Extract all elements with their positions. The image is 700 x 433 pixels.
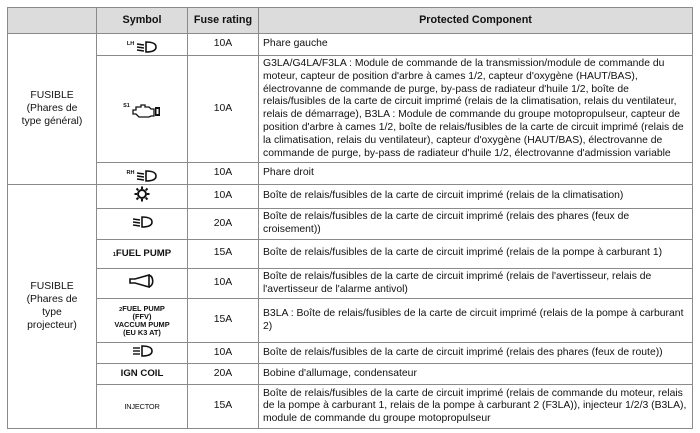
table-row <box>8 163 693 185</box>
symbol-cell <box>97 185 188 209</box>
protected-component: G3LA/G4LA/F3LA : Module de commande de la transmission/module de commande du moteur, capteur de position d'arbre à cames 1/2, capteur d'oxygène (HAUT/BAS), électrovanne de commande de purge, by-pass de radiateur d'huile 1/2, boîte de relais/fusibles de la carte de circuit imprimé (relais de la climatisation, relais du ventilateur, relais de démarrage), B3LA : Module de commande du groupe motopropulseur, capteur de position d'arbre à cames 1/2, boîte de relais/fusibles de la carte de circuit imprimé (relais de la climatisation, relais du ventilateur), capteur d'oxygène (HAUT/BAS), électrovanne de commande de purge, by-pass de radiateur d'huile 1/2, électrovanne d'admission variable <box>259 56 693 163</box>
header-symbol: Symbol <box>97 8 188 34</box>
table-row <box>8 268 693 299</box>
symbol-cell <box>97 239 188 268</box>
table-row <box>8 34 693 56</box>
headlamp-high-beam-icon <box>131 345 153 357</box>
table-header-row <box>8 8 693 34</box>
fuse-rating: 10A <box>188 34 259 56</box>
table-row <box>8 343 693 364</box>
protected-component: Phare gauche <box>259 34 693 56</box>
fuse-rating: 15A <box>188 385 259 429</box>
symbol-cell <box>97 364 188 385</box>
table-row <box>8 364 693 385</box>
symbol-cell <box>97 56 188 163</box>
table-row <box>8 209 693 240</box>
header-fuse-rating: Fuse rating <box>188 8 259 34</box>
fuse-rating: 10A <box>188 56 259 163</box>
symbol-cell <box>97 343 188 364</box>
fuse-rating: 10A <box>188 343 259 364</box>
ign-coil-label: IGN COIL <box>120 368 164 380</box>
injector-label: INJECTOR <box>124 401 160 411</box>
protected-component: Phare droit <box>259 163 693 185</box>
headlamp-low-beam-icon <box>131 216 153 228</box>
fuse-rating: 10A <box>188 268 259 299</box>
table-row <box>8 56 693 163</box>
table-row <box>8 185 693 209</box>
symbol-cell <box>97 163 188 185</box>
headlamp-low-beam-icon <box>135 170 157 182</box>
header-protected-component: Protected Component <box>259 8 693 34</box>
fuse-rating: 20A <box>188 364 259 385</box>
symbol-cell <box>97 268 188 299</box>
symbol-cell <box>97 385 188 429</box>
fuse-table <box>7 7 693 429</box>
protected-component: Boîte de relais/fusibles de la carte de circuit imprimé (relais des phares (feux de croisement)) <box>259 209 693 240</box>
header-group <box>8 8 97 34</box>
protected-component: Boîte de relais/fusibles de la carte de circuit imprimé (relais de la climatisation) <box>259 185 693 209</box>
symbol-cell <box>97 34 188 56</box>
fuse-rating: 10A <box>188 185 259 209</box>
protected-component: Bobine d'allumage, condensateur <box>259 364 693 385</box>
table-row <box>8 239 693 268</box>
fuse-rating: 15A <box>188 299 259 343</box>
table-row <box>8 385 693 429</box>
air-conditioning-icon <box>134 186 150 202</box>
protected-component: Boîte de relais/fusibles de la carte de circuit imprimé (relais des phares (feux de route)) <box>259 343 693 364</box>
fuel-pump-2-label: 2FUEL PUMP (FFV) VACCUM PUMP (EU K3 AT) <box>114 303 170 337</box>
protected-component: Boîte de relais/fusibles de la carte de circuit imprimé (relais de l'avertisseur, relais de l'avertisseur de l'alarme antivol) <box>259 268 693 299</box>
fuel-pump-1-label: 1FUEL PUMP <box>112 247 172 259</box>
group-label-general: FUSIBLE (Phares de type général) <box>8 34 97 185</box>
protected-component: Boîte de relais/fusibles de la carte de circuit imprimé (relais de commande du moteur, relais de la pompe à carburant 1, relais de la pompe à carburant 2 (F3LA)), injecteur 1/2/3 (B3LA), module de commande du groupe motopropulseur <box>259 385 693 429</box>
symbol-superscript: LH <box>126 40 135 47</box>
fuse-rating: 15A <box>188 239 259 268</box>
symbol-superscript: S1 <box>123 103 130 110</box>
fuse-rating: 20A <box>188 209 259 240</box>
symbol-cell <box>97 299 188 343</box>
table-row <box>8 299 693 343</box>
group-label-projector: FUSIBLE (Phares de type projecteur) <box>8 185 97 429</box>
symbol-superscript: RH <box>126 169 135 176</box>
protected-component: B3LA : Boîte de relais/fusibles de la carte de circuit imprimé (relais de la pompe à carburant 2) <box>259 299 693 343</box>
symbol-cell <box>97 209 188 240</box>
engine-check-icon <box>131 103 161 119</box>
fuse-rating: 10A <box>188 163 259 185</box>
headlamp-low-beam-icon <box>135 41 157 53</box>
protected-component: Boîte de relais/fusibles de la carte de circuit imprimé (relais de la pompe à carburant 1) <box>259 239 693 268</box>
horn-icon <box>129 274 155 288</box>
